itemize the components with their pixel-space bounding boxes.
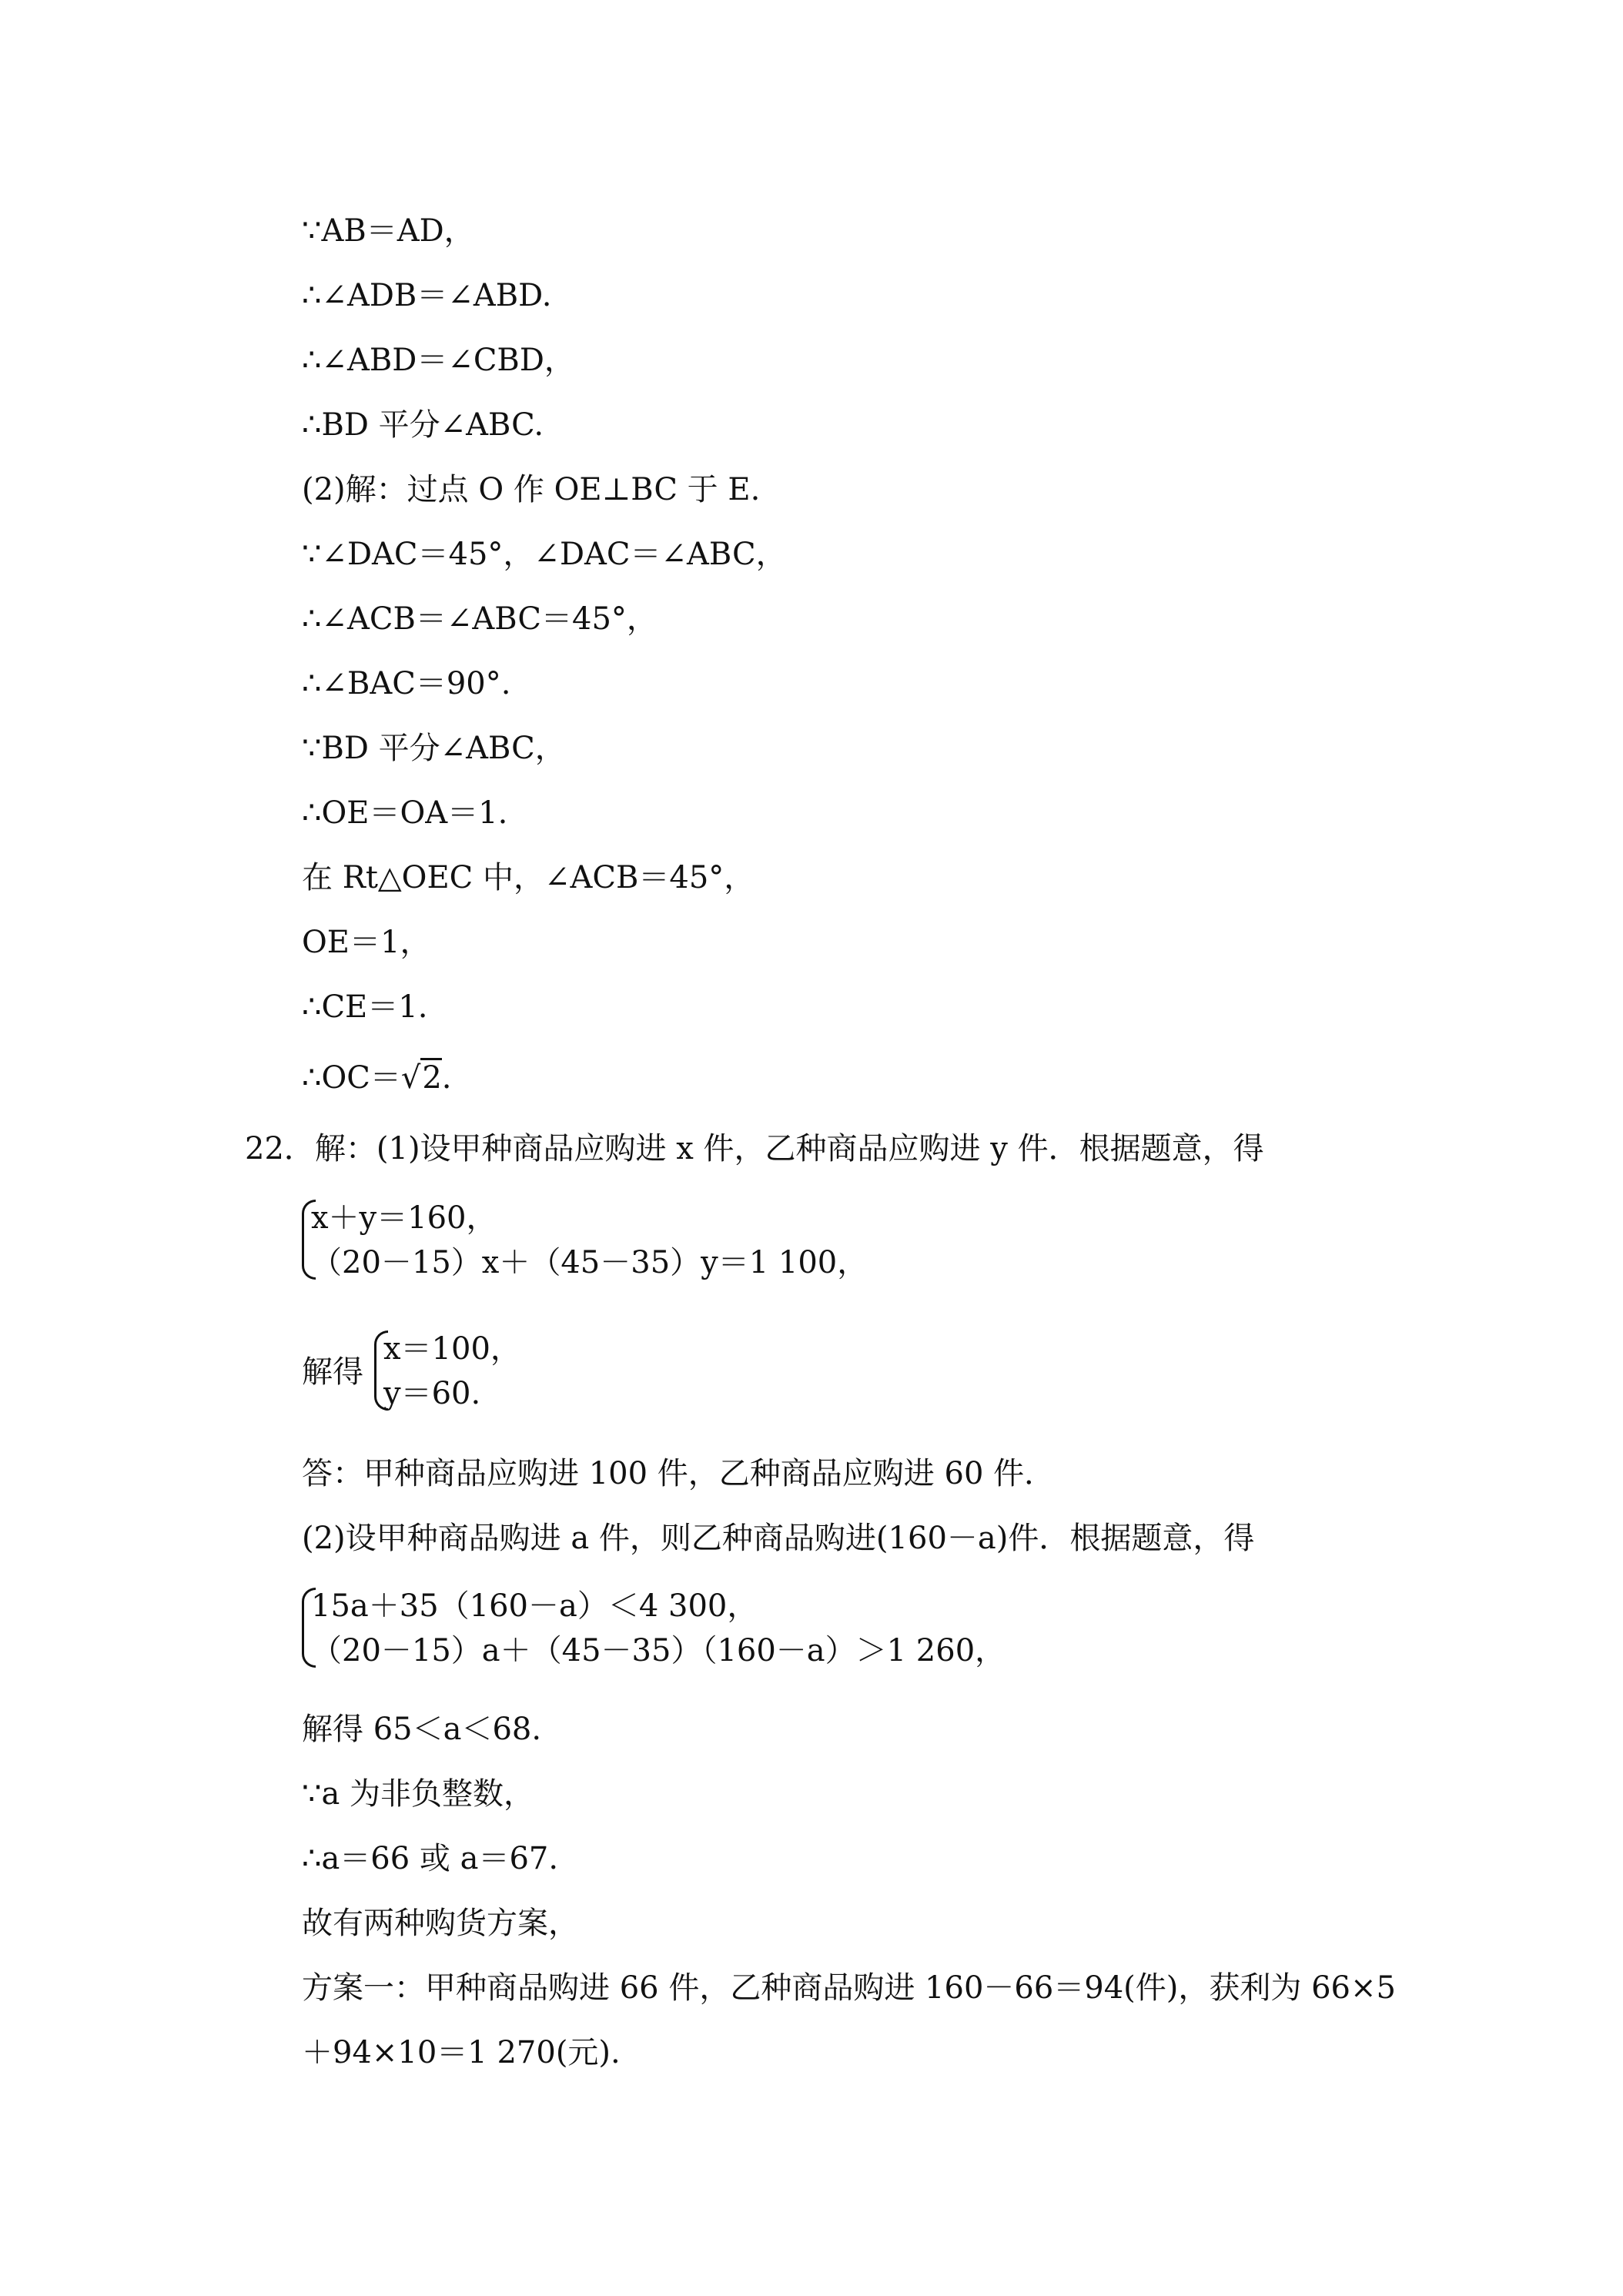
solution1-x: x＝100， bbox=[383, 1331, 521, 1367]
line-bd-bisects-abc: ∴BD 平分∠ABC. bbox=[302, 407, 544, 443]
line-ce-eq-1: ∴CE＝1. bbox=[302, 989, 428, 1025]
line-abd-eq-cbd: ∴∠ABD＝∠CBD， bbox=[302, 343, 575, 378]
line-adb-eq-abd: ∴∠ADB＝∠ABD. bbox=[302, 278, 552, 313]
inequality-system bbox=[302, 1588, 1149, 1668]
line-acb-eq-abc: ∴∠ACB＝∠ABC＝45°， bbox=[302, 601, 658, 637]
line-oe-eq-oa: ∴OE＝OA＝1. bbox=[302, 795, 508, 831]
line-oc-sqrt2 bbox=[302, 1059, 452, 1096]
inequality-2: （20－15）a＋（45－35）（160－a）＞1 260， bbox=[311, 1633, 1006, 1668]
line-two-plans: 故有两种购货方案， bbox=[302, 1906, 579, 1941]
line-bd-bisects-again: ∵BD 平分∠ABC， bbox=[302, 731, 566, 766]
system1-eq1: x＋y＝160， bbox=[311, 1200, 497, 1236]
solution-range: 解得 65＜a＜68. bbox=[302, 1712, 542, 1747]
line-nonneg-integer: ∵a 为非负整数， bbox=[302, 1776, 535, 1812]
line-bac-90: ∴∠BAC＝90°. bbox=[302, 666, 511, 701]
line-dac-45: ∵∠DAC＝45°，∠DAC＝∠ABC， bbox=[302, 537, 787, 572]
oc-suffix: . bbox=[441, 1060, 452, 1096]
inequality-1: 15a＋35（160－a）＜4 300， bbox=[311, 1588, 758, 1624]
q22-header: 22．解：(1)设甲种商品应购进 x 件，乙种商品应购进 y 件．根据题意，得 bbox=[245, 1131, 1264, 1166]
solve-label: 解得 bbox=[302, 1354, 363, 1390]
part2-header: (2)设甲种商品购进 a 件，则乙种商品购进(160－a)件．根据题意，得 bbox=[302, 1521, 1255, 1556]
line-rt-triangle: 在 Rt△OEC 中，∠ACB＝45°， bbox=[302, 860, 755, 895]
answer-part1: 答：甲种商品应购进 100 件，乙种商品应购进 60 件． bbox=[302, 1456, 1056, 1491]
equation-system-1 bbox=[302, 1200, 995, 1280]
line-oe-eq-1: OE＝1， bbox=[302, 925, 431, 960]
system1-eq2: （20－15）x＋（45－35）y＝1 100， bbox=[311, 1245, 868, 1280]
line-ab-eq-ad: ∵AB＝AD， bbox=[302, 213, 475, 249]
solution1-y: y＝60. bbox=[383, 1376, 481, 1411]
line-a-values: ∴a＝66 或 a＝67. bbox=[302, 1841, 559, 1876]
sqrt-radicand: 2 bbox=[420, 1058, 441, 1096]
plan1-line-b: ＋94×10＝1 270(元). bbox=[302, 2035, 621, 2070]
oc-prefix: ∴OC＝√ bbox=[302, 1060, 421, 1096]
solution-system-1 bbox=[374, 1330, 682, 1411]
plan1-line-a: 方案一：甲种商品购进 66 件，乙种商品购进 160－66＝94(件)，获利为 66×5 bbox=[302, 1970, 1396, 2006]
line-part2-construct: (2)解：过点 O 作 OE⊥BC 于 E. bbox=[302, 472, 761, 507]
